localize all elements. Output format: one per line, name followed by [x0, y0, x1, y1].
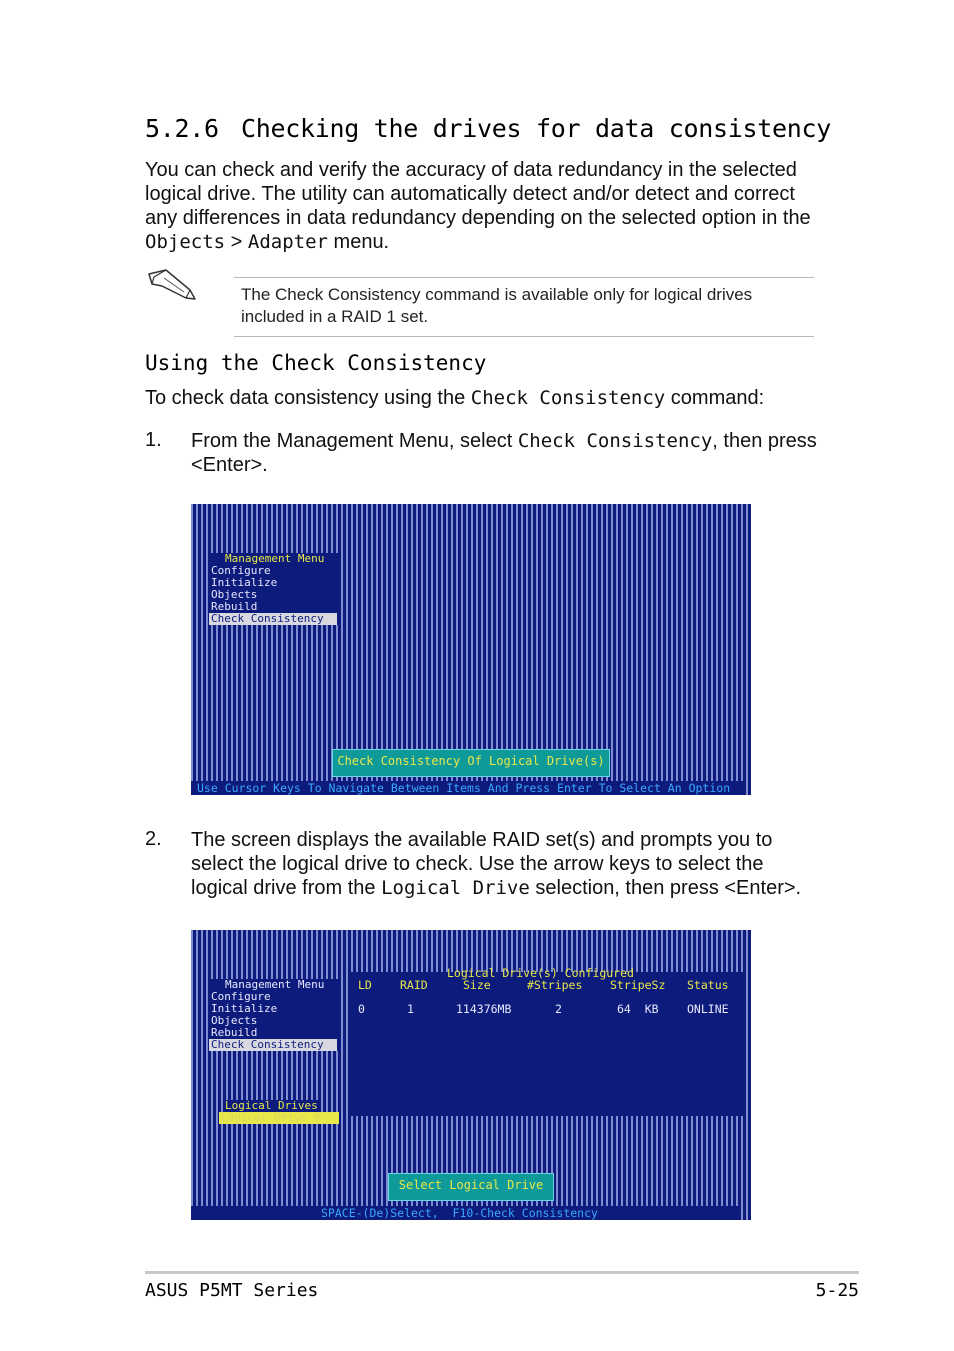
prompt-box: Select Logical Drive: [388, 1173, 554, 1201]
step-1-number: 1.: [145, 429, 162, 451]
intro-paragraph: [145, 158, 815, 254]
footer-page-number: 5-25: [815, 1280, 859, 1301]
note-hand-pencil-icon: [146, 266, 198, 306]
bios-screen-1: [191, 504, 751, 795]
navigation-hint-bar: Use Cursor Keys To Navigate Between Items And Press Enter To Select An Option: [191, 781, 745, 795]
table-cell-stripesz: 64 KB: [617, 1002, 659, 1016]
management-menu-title: Management Menu: [225, 552, 325, 565]
column-raid: RAID: [400, 978, 428, 992]
column-ld: LD: [358, 978, 372, 992]
column-status: Status: [687, 978, 729, 992]
step-1-command: Check Consistency: [517, 430, 713, 452]
step-2-text-start: The screen displays the available RAID set(s) and prompts you to select the logical drive to check. Use the arrow keys to select the logical drive from the: [191, 829, 773, 899]
menu-item-rebuild[interactable]: Rebuild: [211, 600, 258, 613]
footer-rule: [145, 1271, 859, 1274]
lead-paragraph: [145, 386, 815, 410]
menu-item-objects[interactable]: Objects: [211, 1014, 258, 1027]
lead-text: To check data consistency using the: [145, 387, 466, 409]
menu-item-check-consistency-selected[interactable]: Check Consistency: [209, 1039, 337, 1051]
step-2-text-end: selection, then press <Enter>.: [535, 877, 802, 899]
menu-item-configure[interactable]: Configure: [211, 990, 271, 1003]
column-stripes: #Stripes: [527, 978, 583, 992]
note-bottom-rule: [234, 336, 814, 337]
menu-item-check-consistency-selected[interactable]: Check Consistency: [209, 613, 337, 625]
table-cell-ld: 0: [358, 1002, 365, 1016]
bios-screen-2: [191, 930, 751, 1220]
menu-item-initialize[interactable]: Initialize: [211, 1002, 278, 1015]
menu-item-configure[interactable]: Configure: [211, 564, 271, 577]
note-text: The Check Consistency command is available only for logical drives included in a RAID 1 set.: [241, 285, 753, 326]
menu-item-objects[interactable]: Objects: [211, 588, 258, 601]
logical-drives-title: Logical Drives: [225, 1099, 318, 1112]
footer-product-name: ASUS P5MT Series: [145, 1280, 319, 1301]
adapter-menu-ref: Adapter: [247, 231, 328, 253]
step-2-text: [191, 828, 821, 900]
table-cell-raid: 1: [407, 1002, 414, 1016]
step-1-text-end: , then press <Enter>.: [191, 430, 817, 476]
check-consistency-command-ref: Check Consistency: [470, 387, 666, 409]
section-number: 5.2.6: [145, 114, 219, 143]
step-1-text: [191, 429, 821, 477]
menu-item-rebuild[interactable]: Rebuild: [211, 1026, 258, 1039]
menu-item-initialize[interactable]: Initialize: [211, 576, 278, 589]
logical-drive-item-selected[interactable]: Logical Drive 0: [219, 1112, 339, 1124]
subsection-heading: Using the Check Consistency: [145, 351, 487, 375]
objects-menu-ref: Objects: [145, 231, 226, 253]
intro-text: You can check and verify the accuracy of data redundancy in the selected logical drive. The utility can automatically detect and/or detect and correct any differences in data redundancy depending on the selected option in the: [145, 159, 811, 229]
table-cell-size: 114376MB: [456, 1002, 512, 1016]
table-title: Logical Drive(s) Configured: [447, 966, 634, 980]
column-stripesz: StripeSz: [610, 978, 666, 992]
menu-separator: >: [230, 231, 243, 253]
intro-text-end: menu.: [333, 231, 390, 253]
lead-text-end: command:: [670, 387, 765, 409]
section-title: Checking the drives for data consistency: [241, 114, 832, 143]
logical-drives-table-panel: [351, 972, 745, 1116]
table-cell-stripes: 2: [555, 1002, 562, 1016]
step-1-text-start: From the Management Menu, select: [191, 430, 513, 452]
management-menu-title: Management Menu: [225, 978, 325, 991]
column-size: Size: [463, 978, 491, 992]
table-cell-status: ONLINE: [687, 1002, 729, 1016]
step-2-command: Logical Drive: [381, 877, 530, 899]
status-box: Check Consistency Of Logical Drive(s): [332, 749, 610, 777]
key-hint-bar: SPACE-(De)Select, F10-Check Consistency: [191, 1206, 739, 1220]
note-top-rule: [234, 277, 814, 278]
step-2-number: 2.: [145, 828, 162, 850]
section-heading: [145, 114, 831, 143]
